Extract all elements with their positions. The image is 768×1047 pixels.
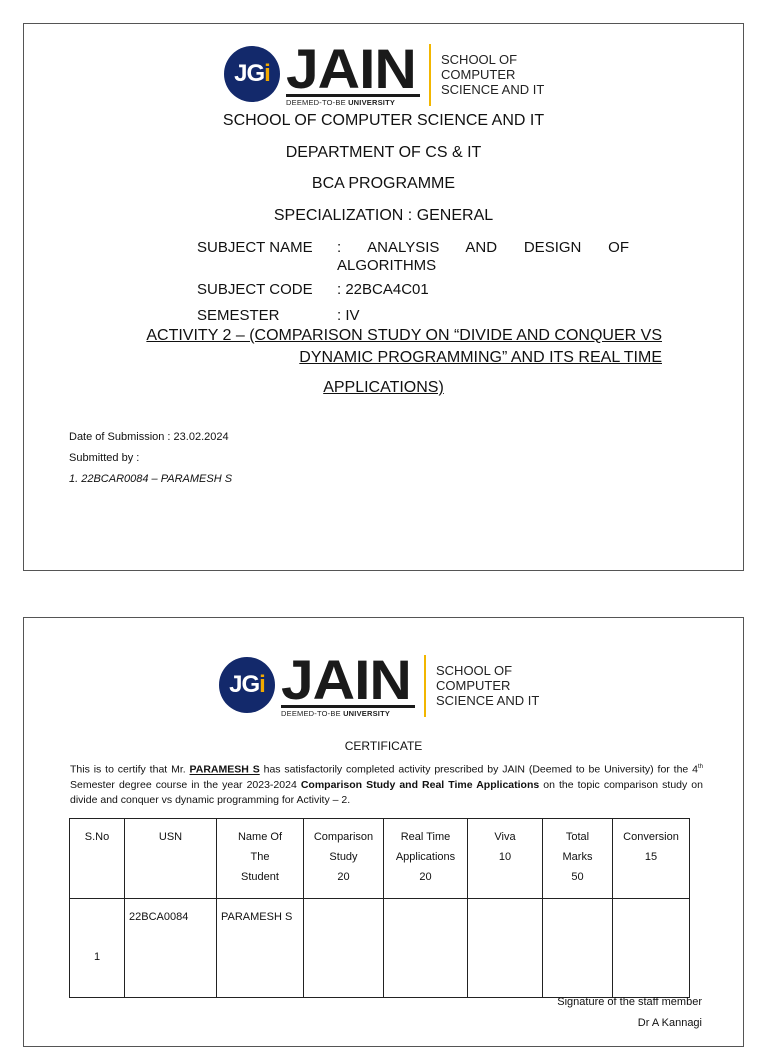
certificate-page (23, 617, 744, 1047)
table-header-cell: Viva 10 (468, 819, 543, 899)
table-cell (304, 899, 384, 998)
programme-heading: BCA PROGRAMME (311, 175, 456, 192)
table-cell: 1 (70, 899, 125, 998)
certificate-title: CERTIFICATE (344, 739, 423, 753)
table-header-cell: Comparison Study 20 (304, 819, 384, 899)
activity-title-line1: ACTIVITY 2 – (COMPARISON STUDY ON “DIVIDE AND CONQUER VS (146, 327, 662, 344)
jain-logo (224, 37, 564, 114)
cover-page (23, 23, 744, 571)
submitted-by-label: Submitted by : (69, 452, 140, 464)
jain-wordmark: JAIN (286, 37, 416, 100)
activity-title-line3: APPLICATIONS) (323, 379, 444, 396)
subject-name-value-cont: ALGORITHMS (337, 257, 437, 274)
date-of-submission: Date of Submission : 23.02.2024 (69, 431, 229, 443)
table-header-cell: Real Time Applications 20 (384, 819, 468, 899)
table-cell (613, 899, 690, 998)
school-tagline: SCHOOL OF COMPUTER SCIENCE AND IT (441, 52, 545, 97)
subject-name-row (24, 239, 743, 279)
student-entry: 1. 22BCAR0084 – PARAMESH S (69, 473, 233, 485)
table-header-cell: Total Marks 50 (543, 819, 613, 899)
jgi-monogram-icon: JG i (219, 657, 275, 713)
jain-wordmark: JAIN (281, 648, 411, 711)
table-cell (384, 899, 468, 998)
deemed-university-tag: DEEMED-TO-BE UNIVERSITY (281, 705, 415, 719)
semester-label: SEMESTER (197, 307, 280, 324)
student-name: PARAMESH S (189, 763, 260, 776)
logo-divider (429, 44, 431, 106)
table-row (70, 899, 690, 998)
activity-title-line2: DYNAMIC PROGRAMMING” AND ITS REAL TIME (299, 349, 662, 366)
subject-name-label: SUBJECT NAME (197, 239, 313, 256)
deemed-university-tag: DEEMED-TO-BE UNIVERSITY (286, 94, 420, 108)
semester-value: : IV (337, 307, 360, 324)
table-cell: PARAMESH S (217, 899, 304, 998)
subject-code-label: SUBJECT CODE (197, 281, 313, 298)
jain-logo (219, 648, 579, 725)
specialization-heading: SPECIALIZATION : GENERAL (273, 207, 494, 224)
table-cell (468, 899, 543, 998)
school-tagline: SCHOOL OF COMPUTER SCIENCE AND IT (436, 663, 540, 708)
table-header-row (70, 819, 690, 899)
table-header-cell: USN (125, 819, 217, 899)
marks-table (69, 818, 690, 998)
logo-divider (424, 655, 426, 717)
table-header-cell: S.No (70, 819, 125, 899)
subject-code-value: : 22BCA4C01 (337, 281, 429, 298)
signature-label: Signature of the staff member (557, 996, 702, 1008)
staff-name: Dr A Kannagi (637, 1017, 702, 1029)
subject-name-value: : ANALYSIS AND DESIGN OF (337, 239, 629, 256)
certificate-body: This is to certify that Mr. PARAMESH S has satisfactorily completed activity prescribed by JAIN (Deemed to be University) for the 4th Semester degree course in the year 2023-2024 Comparison Study and Real Time Applications on the topic comparison study on divide and conquer vs dynamic programming for Activity – 2. (70, 763, 704, 806)
table-cell: 22BCA0084 (125, 899, 217, 998)
jgi-monogram-icon: JG i (224, 46, 280, 102)
school-heading: SCHOOL OF COMPUTER SCIENCE AND IT (222, 112, 545, 129)
department-heading: DEPARTMENT OF CS & IT (285, 144, 482, 161)
table-header-cell: Name Of The Student (217, 819, 304, 899)
table-cell (543, 899, 613, 998)
activity-title (102, 325, 662, 369)
table-header-cell: Conversion 15 (613, 819, 690, 899)
